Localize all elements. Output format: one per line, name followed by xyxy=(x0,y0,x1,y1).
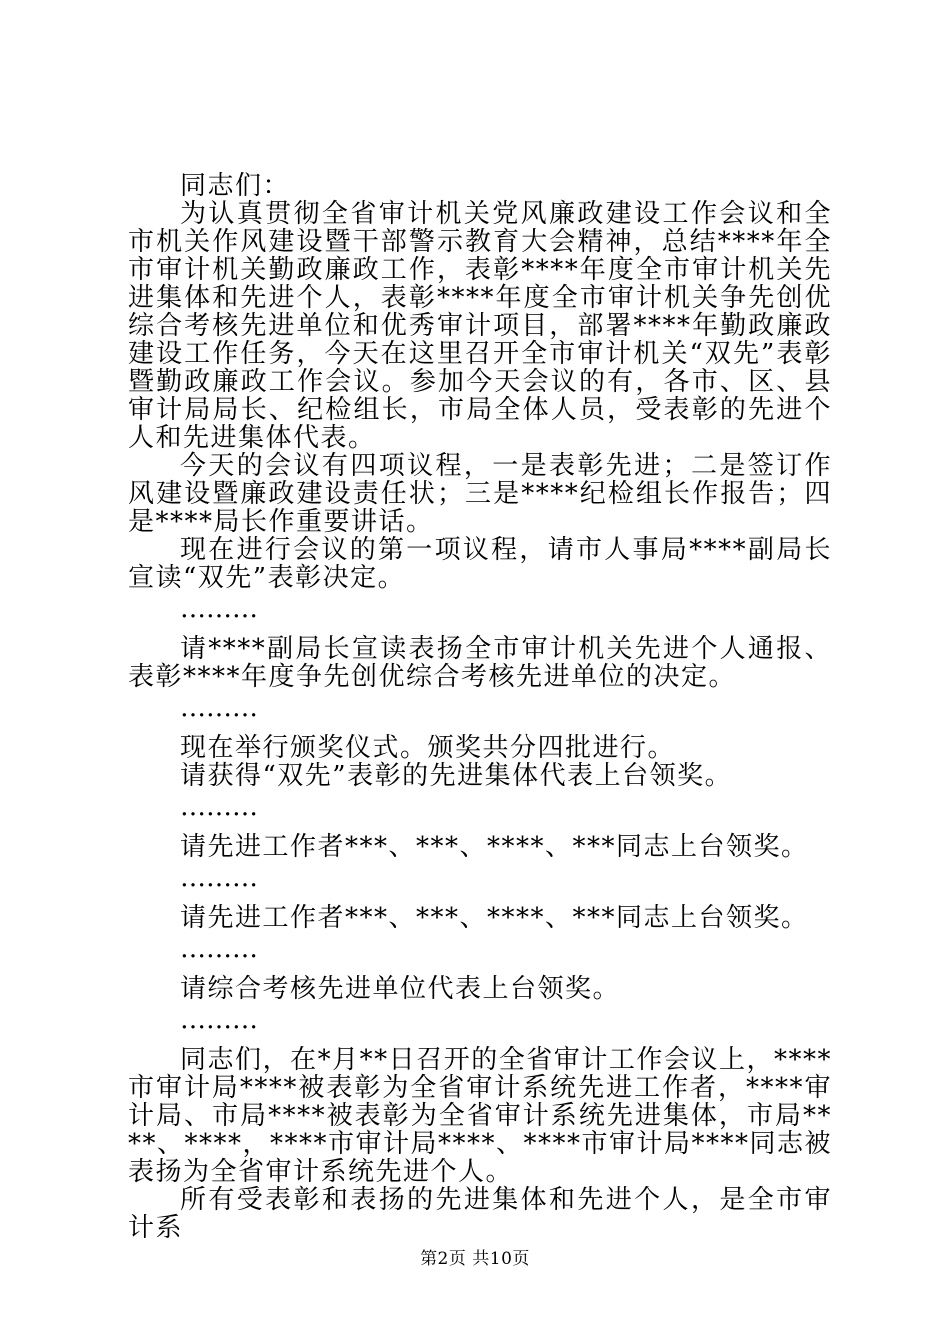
ellipsis-line: ……… xyxy=(180,792,258,822)
paragraph: 今天的会议有四项议程，一是表彰先进；二是签订作风建设暨廉政建设责任状；三是****纪检组长作报告；四是****局长作重要讲话。 xyxy=(128,451,832,537)
paragraph: 请获得“双先”表彰的先进集体代表上台领奖。 xyxy=(180,761,733,791)
paragraph: 同志们，在*月**日召开的全省审计工作会议上，****市审计局****被表彰为全省审计系统先进工作者，****审计局、市局****被表彰为全省审计系统先进集体，市局****、****，****市审计局****、****市审计局****同志被表扬为全省审计系统先进个人。 xyxy=(128,1045,833,1187)
paragraph: 现在举行颁奖仪式。颁奖共分四批进行。 xyxy=(180,733,676,763)
paragraph: 请先进工作者***、***、****、***同志上台领奖。 xyxy=(180,903,809,933)
paragraph: 为认真贯彻全省审计机关党风廉政建设工作会议和全市机关作风建设暨干部警示教育大会精神，总结****年全市审计机关勤政廉政工作，表彰****年度全市审计机关先进集体和先进个人，表彰****年度全市审计机关争先创优综合考核先进单位和优秀审计项目，部署****年勤政廉政建设工作任务，今天在这里召开全市审计机关“双先”表彰暨勤政廉政工作会议。参加今天会议的有，各市、区、县审计局局长、纪检组长，市局全体人员，受表彰的先进个人和先进集体代表。 xyxy=(128,199,832,453)
paragraph: 现在进行会议的第一项议程，请市人事局****副局长宣读“双先”表彰决定。 xyxy=(128,535,832,593)
ellipsis-line: ……… xyxy=(180,693,258,723)
paragraph: 请综合考核先进单位代表上台领奖。 xyxy=(180,974,621,1004)
page-number-footer: 第2页 共10页 xyxy=(420,1249,530,1269)
paragraph: 请先进工作者***、***、****、***同志上台领奖。 xyxy=(180,832,809,862)
ellipsis-line: ……… xyxy=(180,934,258,964)
ellipsis-line: ……… xyxy=(180,863,258,893)
ellipsis-line: ……… xyxy=(180,594,258,624)
document-body xyxy=(128,172,832,1242)
ellipsis-line: ……… xyxy=(180,1005,258,1035)
paragraph: 同志们： xyxy=(180,171,291,201)
paragraph: 请****副局长宣读表扬全市审计机关先进个人通报、表彰****年度争先创优综合考核先进单位的决定。 xyxy=(128,634,832,692)
paragraph: 所有受表彰和表扬的先进集体和先进个人，是全市审计系 xyxy=(128,1185,832,1243)
